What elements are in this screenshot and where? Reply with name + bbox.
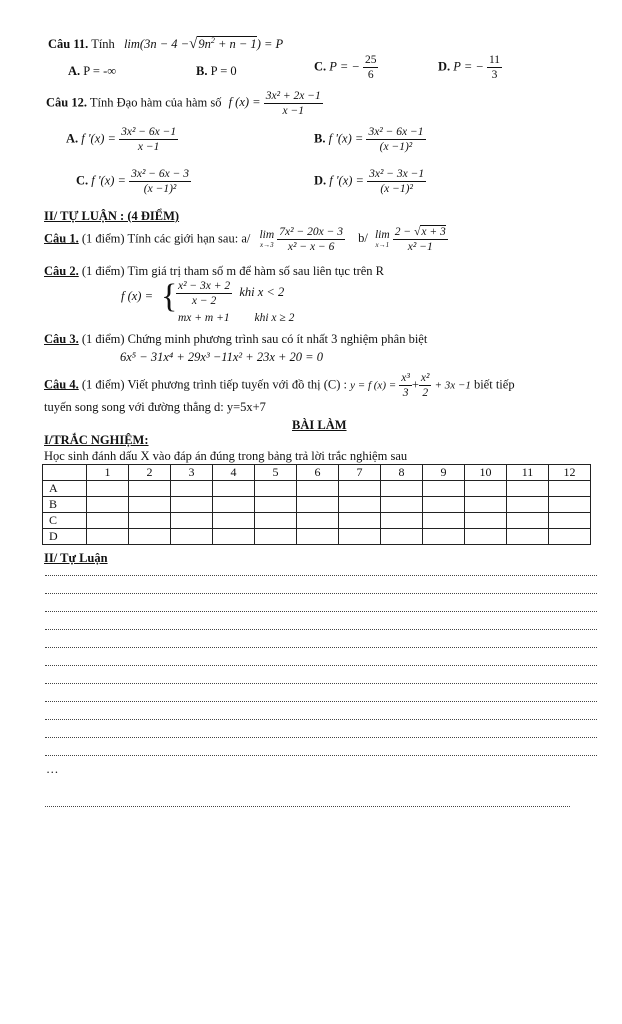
answer-line[interactable]: [45, 806, 570, 807]
c4-label: Câu 4.: [44, 377, 79, 392]
fraction-den: x² −1: [407, 241, 433, 254]
q11-option-c: [314, 54, 378, 81]
piece-condition: khi x ≥ 2: [254, 312, 295, 324]
q11-expr-b: ) = P: [256, 37, 284, 52]
answer-cell[interactable]: [129, 513, 171, 529]
q11-expression: $\lim(3n - 4 -√9n^2 + n - 1) = P$: [123, 36, 284, 53]
option-text: P = 0: [210, 64, 237, 78]
c2-line: [44, 264, 384, 279]
answer-cell[interactable]: [381, 481, 423, 497]
lim-word: lim: [259, 229, 275, 242]
answer-line[interactable]: [45, 647, 597, 648]
answer-cell[interactable]: [507, 497, 549, 513]
c4-fx: y = f (x) =: [350, 379, 397, 392]
fraction-den: 3: [491, 69, 498, 82]
answer-cell[interactable]: [213, 481, 255, 497]
answer-cell[interactable]: [213, 529, 255, 545]
c1-fraction-b: [393, 226, 448, 253]
option-fraction: [119, 126, 178, 153]
answer-cell[interactable]: [87, 497, 129, 513]
table-col-header: 2: [129, 465, 171, 481]
table-col-header: 4: [213, 465, 255, 481]
piecewise-brace: {: [161, 278, 178, 315]
option-label: A.: [68, 64, 81, 78]
answer-cell[interactable]: [381, 529, 423, 545]
q11-sqrt-sup: 2: [210, 36, 215, 45]
table-col-header: 5: [255, 465, 297, 481]
fraction-num: x³: [399, 372, 412, 386]
c3-line: [44, 332, 427, 347]
q12-fraction: [264, 90, 323, 117]
option-fx: f '(x) =: [328, 131, 364, 146]
tn-instruction: Học sinh đánh dấu X vào đáp án đúng trong bảng trả lời trắc nghiệm sau: [44, 449, 408, 463]
option-label: D.: [314, 173, 327, 188]
q12-fx: f (x) =: [228, 95, 261, 110]
essay-heading: II/ TỰ LUẬN : (4 ĐIỂM): [44, 209, 180, 223]
fraction-num: 25: [363, 54, 379, 68]
answer-cell[interactable]: [423, 497, 465, 513]
answer-cell[interactable]: [339, 481, 381, 497]
table-row-header: D: [43, 529, 87, 545]
fraction-num: 7x² − 20x − 3: [277, 226, 345, 240]
fraction-den: x −1: [137, 141, 160, 154]
c1-label: Câu 1.: [44, 231, 79, 246]
answer-cell[interactable]: [381, 513, 423, 529]
fraction-den: x − 2: [191, 295, 217, 308]
fraction-num: 3x² + 2x −1: [264, 90, 323, 104]
fraction-num: 3x² − 6x − 3: [129, 168, 191, 182]
answer-cell[interactable]: [213, 497, 255, 513]
answer-cell[interactable]: [549, 529, 591, 545]
option-label: C.: [314, 59, 327, 74]
answer-cell[interactable]: [549, 497, 591, 513]
answer-cell[interactable]: [297, 481, 339, 497]
answer-cell[interactable]: [87, 513, 129, 529]
fraction-den: x −1: [282, 105, 305, 118]
num-sqrt: x + 3: [421, 226, 446, 238]
c4-term-2: [419, 372, 432, 399]
answer-cell[interactable]: [255, 513, 297, 529]
table-col-header: 7: [339, 465, 381, 481]
num-part: 2 −: [394, 226, 412, 238]
fraction-den: 2: [422, 387, 429, 400]
answer-line[interactable]: [45, 575, 597, 576]
c2-text: (1 điểm) Tìm giá trị tham số m để hàm số sau liên tục trên R: [81, 264, 385, 278]
answer-line[interactable]: [45, 719, 597, 720]
table-col-header: 11: [507, 465, 549, 481]
answer-cell[interactable]: [507, 529, 549, 545]
table-row: [43, 481, 591, 497]
option-fraction: [129, 168, 191, 195]
q11-sqrt: [197, 36, 256, 51]
table-col-header: 6: [297, 465, 339, 481]
answer-cell[interactable]: [297, 497, 339, 513]
q12-option-b: [314, 126, 426, 153]
c4-term-1: [399, 372, 412, 399]
answer-cell[interactable]: [87, 481, 129, 497]
option-label: B.: [196, 64, 208, 78]
c4-tail: + 3x −1: [434, 379, 471, 392]
answer-line[interactable]: [45, 665, 597, 666]
answer-cell[interactable]: [339, 529, 381, 545]
piece-fraction: [176, 280, 232, 307]
q11-line: [48, 36, 283, 53]
c4-text: (1 điểm) Viết phương trình tiếp tuyến với đồ thị (C) :: [81, 377, 348, 392]
q12-option-a: [66, 126, 178, 153]
q11-sqrt-b: + n − 1: [214, 37, 257, 52]
answer-cell[interactable]: [129, 497, 171, 513]
c1-fraction-a: [277, 226, 345, 253]
answer-cell[interactable]: [129, 481, 171, 497]
option-label: D.: [438, 59, 451, 74]
answer-cell[interactable]: [339, 513, 381, 529]
answer-line[interactable]: [45, 683, 597, 684]
answer-cell[interactable]: [213, 513, 255, 529]
table-col-header: 3: [171, 465, 213, 481]
option-label: C.: [76, 173, 89, 188]
c1-line: [44, 226, 448, 253]
q11-expr-a: lim(3n − 4 −: [123, 37, 190, 52]
option-fx: f '(x) =: [329, 173, 364, 188]
q11-text: Tính: [91, 37, 115, 52]
answer-cell[interactable]: [465, 529, 507, 545]
answer-cell[interactable]: [297, 513, 339, 529]
piece-condition: khi x < 2: [239, 285, 285, 300]
table-row-header: B: [43, 497, 87, 513]
q12-option-d: [314, 168, 426, 195]
bai-lam-heading: BÀI LÀM: [292, 418, 347, 432]
answer-cell[interactable]: [381, 497, 423, 513]
lim-word: lim: [374, 229, 390, 242]
piece-expr: mx + m +1: [178, 312, 230, 324]
option-prefix: P = −: [453, 59, 484, 74]
answer-cell[interactable]: [465, 497, 507, 513]
answer-cell[interactable]: [549, 513, 591, 529]
option-fx: f '(x) =: [91, 173, 126, 188]
answer-cell[interactable]: [171, 513, 213, 529]
option-fraction: [367, 168, 426, 195]
c1-lim-b: [375, 230, 390, 249]
table-row: [43, 513, 591, 529]
answer-cell[interactable]: [255, 497, 297, 513]
option-text: P = -∞: [83, 64, 117, 78]
fraction-num: 2 − √x + 3: [393, 226, 448, 240]
option-fraction: [363, 54, 379, 81]
c4-line: Câu 4. (1 điểm) Viết phương trình tiếp tuyến với đồ thị (C) : y = f (x) = $\frac{\text{x³}}{3}$ + $\frac{\text{x²}}{2}$ + 3x −1 biết tiếp: [44, 372, 515, 400]
q11-option-b: [196, 64, 237, 79]
fraction-num: 3x² − 6x −1: [366, 126, 425, 140]
fraction-num: x²: [419, 372, 432, 386]
table-col-header: 12: [549, 465, 591, 481]
fraction-num: 3x² − 6x −1: [119, 126, 178, 140]
fraction-den: 3: [402, 387, 409, 400]
option-fraction: [487, 54, 502, 81]
c2-piece-2: [178, 312, 294, 324]
answer-cell[interactable]: [87, 529, 129, 545]
table-col-header: 8: [381, 465, 423, 481]
q11-label: Câu 11.: [48, 37, 89, 52]
answer-cell[interactable]: [507, 513, 549, 529]
table-col-header: 9: [423, 465, 465, 481]
fraction-num: 11: [487, 54, 502, 68]
table-col-header: 1: [87, 465, 129, 481]
fraction-den: (x −1)²: [143, 183, 177, 196]
answer-cell[interactable]: [423, 529, 465, 545]
c3-equation: 6x⁵ − 31x⁴ + 29x³ −11x² + 23x + 20 = 0: [120, 350, 323, 364]
c4-after: biết tiếp: [473, 377, 515, 392]
answer-line[interactable]: [45, 755, 597, 756]
tl-heading: II/ Tự Luận: [44, 551, 108, 565]
answer-cell[interactable]: [549, 481, 591, 497]
answer-cell[interactable]: [465, 513, 507, 529]
answer-cell[interactable]: [171, 529, 213, 545]
q11-option-a: [68, 64, 116, 79]
lim-sub: x→3: [260, 240, 274, 249]
answer-line[interactable]: [45, 593, 597, 594]
answer-cell[interactable]: [465, 481, 507, 497]
answer-line[interactable]: [45, 629, 597, 630]
c2-piece-1: [176, 280, 284, 307]
answer-cell[interactable]: [423, 513, 465, 529]
option-prefix: P = −: [329, 59, 360, 74]
answer-cell[interactable]: [339, 497, 381, 513]
answer-cell[interactable]: [507, 481, 549, 497]
table-row-header: C: [43, 513, 87, 529]
q11-sqrt-a: 9n: [198, 37, 211, 52]
q12-label: Câu 12.: [46, 95, 87, 110]
tn-heading: I/TRẮC NGHIỆM:: [44, 433, 149, 447]
answer-cell[interactable]: [171, 497, 213, 513]
c2-fx: f (x) =: [121, 289, 154, 303]
answer-cell[interactable]: [171, 481, 213, 497]
table-col-header: 10: [465, 465, 507, 481]
c2-label: Câu 2.: [44, 264, 79, 278]
ellipsis: …: [46, 762, 59, 776]
q12-line: [46, 90, 323, 117]
answer-cell[interactable]: [255, 529, 297, 545]
option-label: A.: [66, 131, 79, 146]
fraction-num: 3x² − 3x −1: [367, 168, 426, 182]
table-corner: [43, 465, 87, 481]
fraction-den: (x −1)²: [379, 141, 413, 154]
c1-text: (1 điểm) Tính các giới hạn sau: a/: [81, 231, 251, 246]
c1-lim-a: [259, 230, 274, 249]
c3-label: Câu 3.: [44, 332, 79, 346]
fraction-den: x² − x − 6: [287, 241, 335, 254]
answer-line[interactable]: [45, 737, 597, 738]
c4-line-2: tuyến song song với đường thẳng d: y=5x+7: [44, 400, 266, 414]
c3-text: (1 điểm) Chứng minh phương trình sau có ít nhất 3 nghiệm phân biệt: [81, 332, 428, 346]
q12-option-c: [76, 168, 191, 195]
answer-line[interactable]: [45, 701, 597, 702]
answer-cell[interactable]: [297, 529, 339, 545]
answer-table: [42, 464, 591, 545]
answer-cell[interactable]: [423, 481, 465, 497]
answer-cell[interactable]: [129, 529, 171, 545]
option-fx: f '(x) =: [81, 131, 116, 146]
fraction-den: 6: [367, 69, 374, 82]
table-row: [43, 529, 591, 545]
table-header-row: [43, 465, 591, 481]
fraction-num: x² − 3x + 2: [176, 280, 232, 294]
fraction-den: (x −1)²: [380, 183, 413, 196]
table-row: [43, 497, 591, 513]
q12-text: Tính Đạo hàm của hàm số: [89, 95, 222, 110]
option-fraction: [366, 126, 425, 153]
answer-cell[interactable]: [255, 481, 297, 497]
lim-sub: x→1: [375, 240, 390, 249]
option-label: B.: [314, 131, 326, 146]
q11-option-d: [438, 54, 502, 81]
c1-b-label: b/: [358, 231, 368, 246]
answer-line[interactable]: [45, 611, 597, 612]
table-row-header: A: [43, 481, 87, 497]
